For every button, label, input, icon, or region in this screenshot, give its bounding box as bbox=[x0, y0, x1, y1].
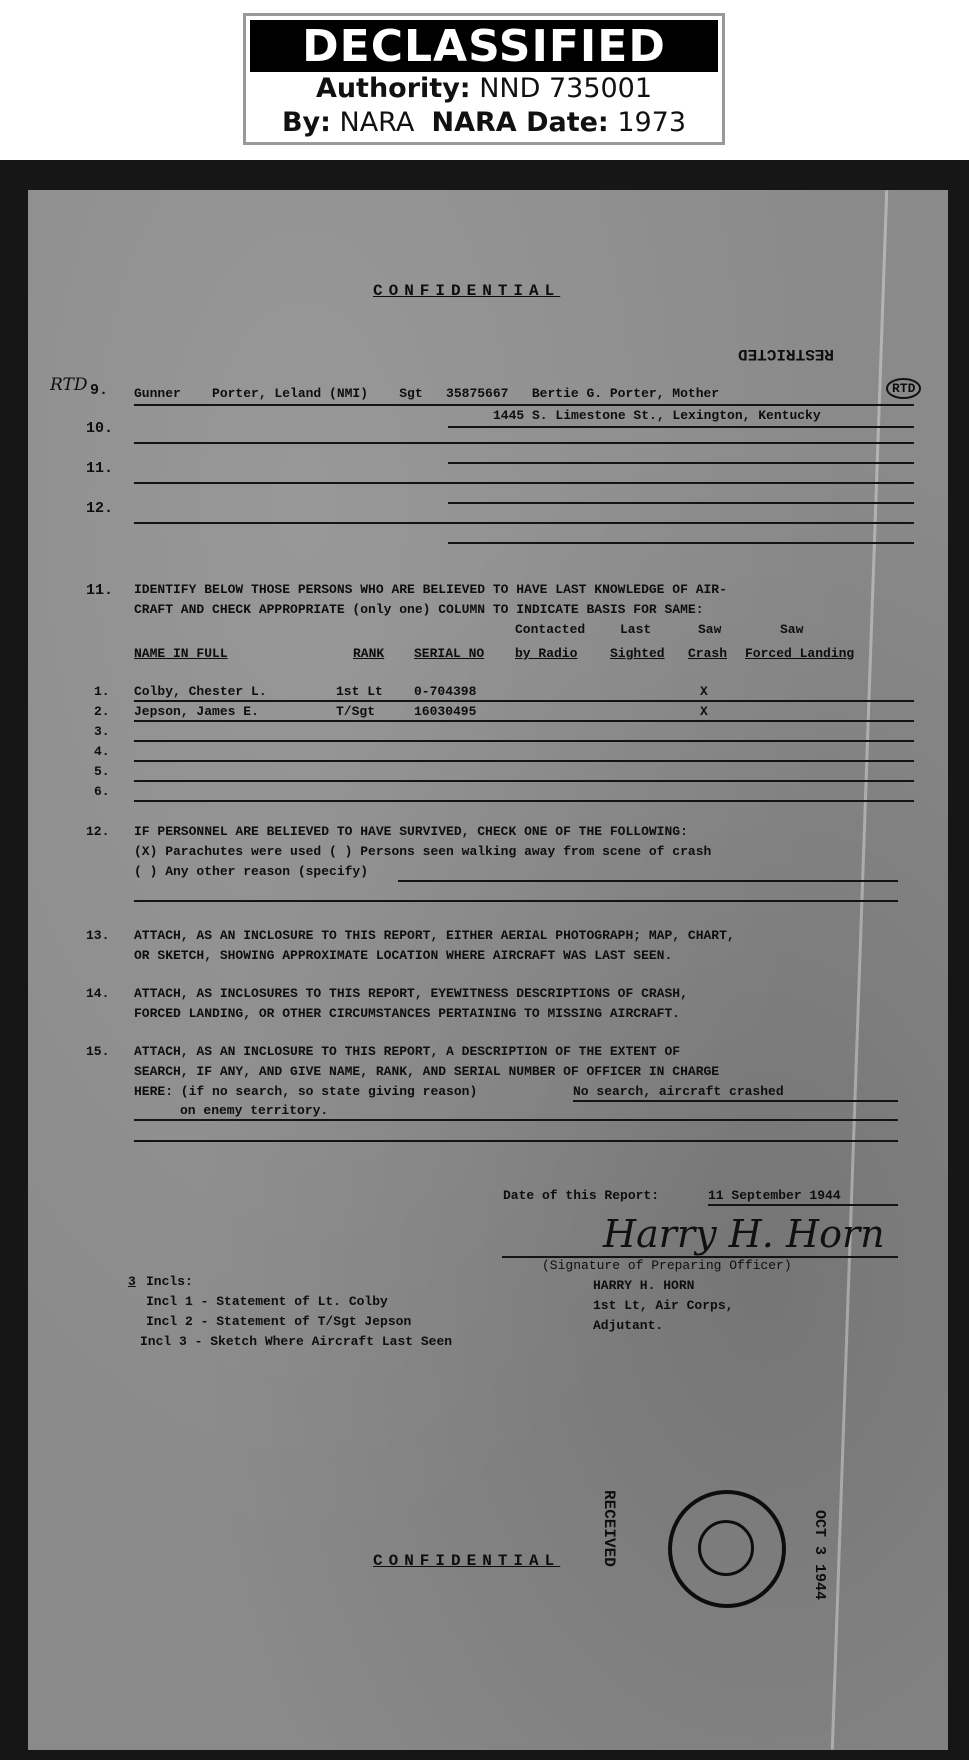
report-date-line bbox=[708, 1204, 898, 1206]
restricted-stamp: RESTRICTED bbox=[738, 345, 835, 363]
item-11-number: 11. bbox=[86, 582, 114, 599]
row-10-number: 10. bbox=[86, 420, 114, 437]
item-11-text-1: IDENTIFY BELOW THOSE PERSONS WHO ARE BELIEVED TO HAVE LAST KNOWLEDGE OF AIR- bbox=[134, 582, 727, 597]
col-forced-header: Forced Landing bbox=[745, 646, 855, 661]
item-15-line-1 bbox=[134, 1119, 898, 1121]
row-10-line bbox=[134, 442, 914, 444]
item-13-number: 13. bbox=[86, 928, 110, 943]
paper-crease bbox=[831, 190, 888, 1749]
item-14-text-2: FORCED LANDING, OR OTHER CIRCUMSTANCES PERTAINING TO MISSING AIRCRAFT. bbox=[134, 1006, 681, 1021]
margin-note: RTD bbox=[50, 375, 88, 395]
item-15-text-1: ATTACH, AS AN INCLOSURE TO THIS REPORT, A DESCRIPTION OF THE EXTENT OF bbox=[134, 1044, 681, 1059]
officer-signature: Harry H. Horn bbox=[603, 1212, 885, 1256]
list-item-serial: 16030495 bbox=[414, 704, 477, 719]
row-11-line bbox=[134, 482, 914, 484]
col-last: Last bbox=[620, 622, 652, 637]
item-14-text-1: ATTACH, AS INCLOSURES TO THIS REPORT, EYEWITNESS DESCRIPTIONS OF CRASH, bbox=[134, 986, 688, 1001]
col-crash-header: Crash bbox=[688, 646, 728, 661]
list-item-line bbox=[134, 760, 914, 762]
col-serial-header: SERIAL NO bbox=[414, 646, 485, 661]
address-underline bbox=[448, 426, 914, 428]
incls-count: 3 bbox=[128, 1274, 136, 1289]
row-11-subline bbox=[448, 502, 914, 504]
incls-label: Incls: bbox=[146, 1274, 193, 1289]
item-12-text-1: IF PERSONNEL ARE BELIEVED TO HAVE SURVIVED, CHECK ONE OF THE FOLLOWING: bbox=[134, 824, 688, 839]
item-13-text-2: OR SKETCH, SHOWING APPROXIMATE LOCATION WHERE AIRCRAFT WAS LAST SEEN. bbox=[134, 948, 673, 963]
authority-line bbox=[246, 72, 722, 106]
by-line bbox=[246, 106, 722, 140]
item-15-answer-2: on enemy territory. bbox=[180, 1103, 329, 1118]
list-item-number: 4. bbox=[94, 744, 110, 759]
received-date: OCT 3 1944 bbox=[811, 1510, 828, 1601]
list-item-number: 6. bbox=[94, 784, 110, 799]
list-item-check: X bbox=[700, 684, 708, 699]
list-item-name: Colby, Chester L. bbox=[134, 684, 267, 699]
col-contacted: Contacted bbox=[515, 622, 586, 637]
list-item-number: 3. bbox=[94, 724, 110, 739]
nara-date-label: NARA Date: bbox=[431, 107, 609, 138]
received-stamp-inner bbox=[698, 1520, 754, 1576]
received-stamp: RECEIVED bbox=[600, 1490, 618, 1567]
col-sighted-header: Sighted bbox=[610, 646, 665, 661]
item-11-text-2: CRAFT AND CHECK APPROPRIATE (only one) COLUMN TO INDICATE BASIS FOR SAME: bbox=[134, 602, 704, 617]
list-item-number: 2. bbox=[94, 704, 110, 719]
by-value: NARA bbox=[339, 107, 415, 138]
item-15-line-2 bbox=[134, 1140, 898, 1142]
report-date-label: Date of this Report: bbox=[503, 1188, 660, 1203]
col-saw-crash-top: Saw bbox=[698, 622, 722, 637]
row-9-number: 9. bbox=[90, 382, 109, 399]
document-page bbox=[28, 190, 948, 1750]
item-15-text-2: SEARCH, IF ANY, AND GIVE NAME, RANK, AND SERIAL NUMBER OF OFFICER IN CHARGE bbox=[134, 1064, 720, 1079]
by-label: By: bbox=[281, 107, 331, 138]
list-item-line bbox=[134, 780, 914, 782]
signature-caption: (Signature of Preparing Officer) bbox=[542, 1258, 792, 1273]
list-item-number: 1. bbox=[94, 684, 110, 699]
item-12-number: 12. bbox=[86, 824, 110, 839]
list-item-line bbox=[134, 740, 914, 742]
item-15-answer-1: No search, aircraft crashed bbox=[573, 1084, 784, 1099]
row-9-text: Gunner Porter, Leland (NMI) Sgt 35875667 Bertie G. Porter, Mother bbox=[134, 386, 720, 401]
list-item: Incl 1 - Statement of Lt. Colby bbox=[146, 1294, 388, 1309]
item-12-text-3: ( ) Any other reason (specify) bbox=[134, 864, 369, 879]
list-item-line bbox=[134, 700, 914, 702]
officer-name: HARRY H. HORN bbox=[593, 1278, 695, 1293]
row-12-subline bbox=[448, 542, 914, 544]
row-10-subline bbox=[448, 462, 914, 464]
report-date-value: 11 September 1944 bbox=[708, 1188, 841, 1203]
authority-value: NND 735001 bbox=[479, 73, 653, 104]
item-15-answer-line bbox=[573, 1100, 898, 1102]
confidential-header: CONFIDENTIAL bbox=[373, 282, 561, 300]
row-12-number: 12. bbox=[86, 500, 114, 517]
item-13-text-1: ATTACH, AS AN INCLOSURE TO THIS REPORT, EITHER AERIAL PHOTOGRAPH; MAP, CHART, bbox=[134, 928, 735, 943]
row-9-address: 1445 S. Limestone St., Lexington, Kentucky bbox=[493, 408, 821, 423]
row-12-line bbox=[134, 522, 914, 524]
item-15-text-3: HERE: (if no search, so state giving reason) bbox=[134, 1084, 478, 1099]
list-item-name: Jepson, James E. bbox=[134, 704, 259, 719]
list-item-line bbox=[134, 720, 914, 722]
confidential-footer: CONFIDENTIAL bbox=[373, 1552, 561, 1570]
item-12-specify-line bbox=[398, 880, 898, 882]
list-item-rank: 1st Lt bbox=[336, 684, 383, 699]
declassified-title: DECLASSIFIED bbox=[250, 20, 718, 72]
list-item-number: 5. bbox=[94, 764, 110, 779]
item-12-text-2: (X) Parachutes were used ( ) Persons seen walking away from scene of crash bbox=[134, 844, 712, 859]
row-11-number: 11. bbox=[86, 460, 114, 477]
col-saw-forced-top: Saw bbox=[780, 622, 804, 637]
authority-label: Authority: bbox=[315, 73, 471, 104]
col-name-header: NAME IN FULL bbox=[134, 646, 228, 661]
scanned-document bbox=[0, 160, 969, 1760]
list-item-line bbox=[134, 800, 914, 802]
row-9-underline bbox=[134, 404, 914, 406]
officer-title: Adjutant. bbox=[593, 1318, 664, 1333]
list-item-check: X bbox=[700, 704, 708, 719]
rtd-circle: RTD bbox=[886, 378, 921, 399]
list-item: Incl 3 - Sketch Where Aircraft Last Seen bbox=[140, 1334, 453, 1349]
nara-date-value: 1973 bbox=[617, 107, 687, 138]
col-radio-header: by Radio bbox=[515, 646, 578, 661]
list-item-rank: T/Sgt bbox=[336, 704, 376, 719]
item-14-number: 14. bbox=[86, 986, 110, 1001]
list-item: Incl 2 - Statement of T/Sgt Jepson bbox=[146, 1314, 412, 1329]
item-15-number: 15. bbox=[86, 1044, 110, 1059]
col-rank-header: RANK bbox=[353, 646, 385, 661]
declassified-banner bbox=[243, 13, 725, 145]
list-item-serial: 0-704398 bbox=[414, 684, 477, 699]
item-12-line bbox=[134, 900, 898, 902]
officer-rank: 1st Lt, Air Corps, bbox=[593, 1298, 734, 1313]
